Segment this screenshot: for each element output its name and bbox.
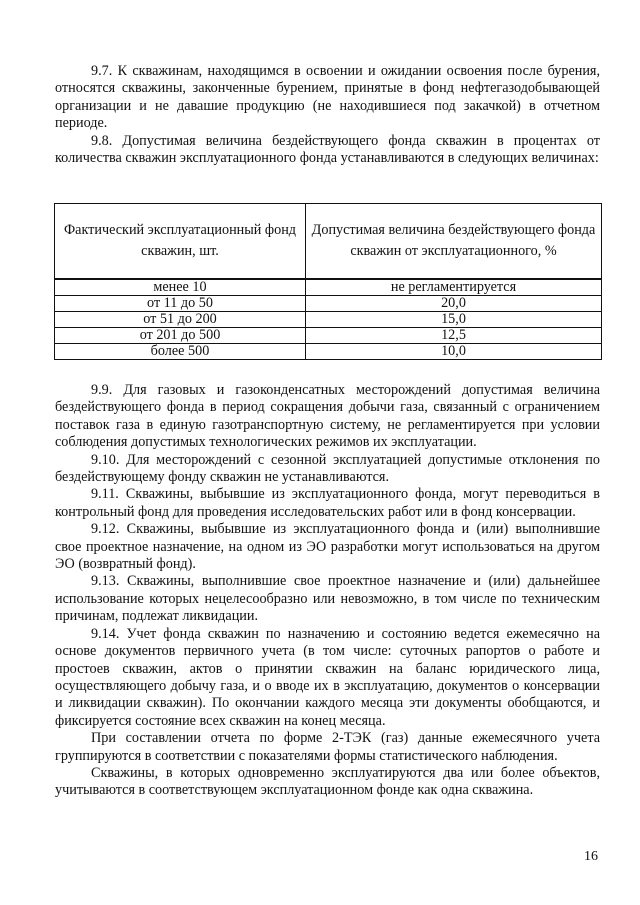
table-cell-allowed: 12,5 <box>306 328 602 344</box>
table-header-allowed: Допустимая величина бездействующего фонда скважин от эксплуатационного, % <box>306 204 602 280</box>
table-cell-allowed: не регламентируется <box>306 279 602 296</box>
table-row <box>55 344 602 360</box>
bottom-text <box>55 382 600 800</box>
paragraph-9-13: 9.13. Скважины, выполнившие свое проектное назначение и (или) дальнейшее использование которых нецелесообразно или невозможно, в том числе по техническим причинам, подлежат ликвидации. <box>55 573 600 625</box>
page-number: 16 <box>584 849 598 864</box>
table-cell-fund: менее 10 <box>55 279 306 296</box>
paragraph-report: При составлении отчета по форме 2-ТЭК (газ) данные ежемесячного учета группируются в соответствии с показателями формы статистического наблюдения. <box>55 730 600 764</box>
table-cell-fund: от 201 до 500 <box>55 328 306 344</box>
table-header-fund: Фактический эксплуатационный фонд скважин, шт. <box>55 204 306 280</box>
paragraph-9-10: 9.10. Для месторождений с сезонной эксплуатацией допустимые отклонения по бездействующему фонду скважин не устанавливаются. <box>55 451 600 486</box>
table-row <box>55 279 602 296</box>
paragraph-9-12: 9.12. Скважины, выбывшие из эксплуатационного фонда и (или) выполнившие свое проектное назначение, на одном из ЭО разработки могут использоваться на другом ЭО (возвратный фонд). <box>55 521 600 573</box>
paragraph-9-14: 9.14. Учет фонда скважин по назначению и состоянию ведется ежемесячно на основе документов первичного учета (в том числе: суточных рапортов о работе и простоев скважин, актов о принятии скважин на баланс юридического лица, осуществляющего добычу газа, и о вводе их в эксплуатацию, документов о консервации и ликвидации скважин). По окончании каждого месяца эти документы обобщаются, и фиксируется состояние всех скважин на конец месяца. <box>55 625 600 729</box>
paragraph-9-8: 9.8. Допустимая величина бездействующего фонда скважин в процентах от количества скважин эксплуатационного фонда устанавливаются в следующих величинах: <box>55 132 600 167</box>
table-row <box>55 328 602 344</box>
table-row <box>55 312 602 328</box>
table-cell-fund: более 500 <box>55 344 306 360</box>
table-cell-allowed: 20,0 <box>306 296 602 312</box>
paragraph-9-11: 9.11. Скважины, выбывшие из эксплуатационного фонда, могут переводиться в контрольный фонд для проведения исследовательских работ или в фонд консервации. <box>55 486 600 520</box>
table-cell-fund: от 11 до 50 <box>55 296 306 312</box>
paragraph-multi-object: Скважины, в которых одновременно эксплуатируются два или более объектов, учитываются в соответствующем эксплуатационном фонде как одна скважина. <box>55 764 600 799</box>
paragraph-9-9: 9.9. Для газовых и газоконденсатных месторождений допустимая величина бездействующего фонда в период сокращения добычи газа, связанный с ограничением поставок газа в единую газотранспортную систему, не регламентируется при условии соблюдения допустимых технологических режимов их эксплуатации. <box>55 382 600 451</box>
table-cell-fund: от 51 до 200 <box>55 312 306 328</box>
table-row <box>55 296 602 312</box>
fund-table <box>54 203 602 360</box>
table-cell-allowed: 10,0 <box>306 344 602 360</box>
table-cell-allowed: 15,0 <box>306 312 602 328</box>
top-text <box>55 63 600 167</box>
paragraph-9-7: 9.7. К скважинам, находящимся в освоении и ожидании освоения после бурения, относятся скважины, законченные бурением, принятые в фонд нефтегазодобывающей организации и не давашие продукцию (не находившиеся под закачкой) в отчетном периоде. <box>55 63 600 132</box>
